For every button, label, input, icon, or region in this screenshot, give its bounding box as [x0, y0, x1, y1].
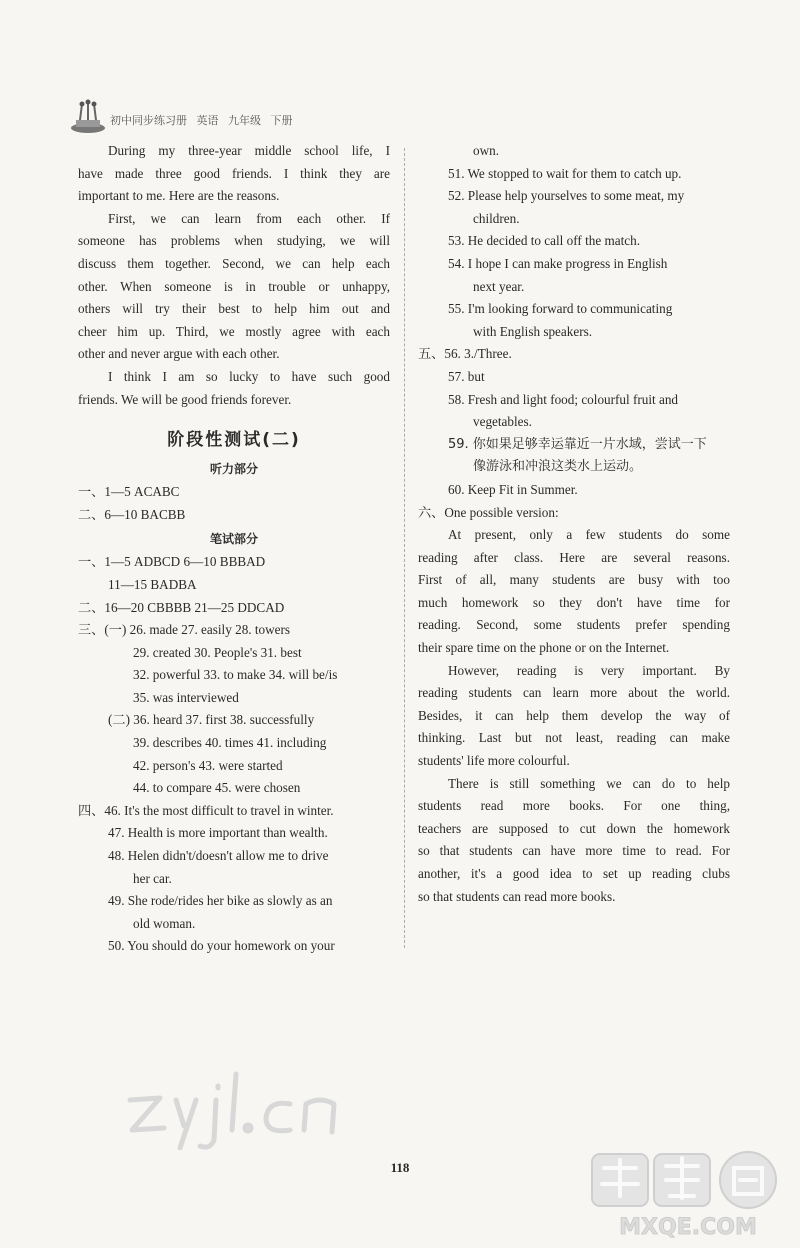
answer-line: 四、46. It's the most difficult to travel in winter.: [78, 802, 334, 818]
essay-line: thinking. Last but not least, reading can make: [418, 730, 730, 746]
answer-line: 51. We stopped to wait for them to catch up.: [448, 165, 682, 181]
essay-line: so that students can read more books.: [418, 888, 616, 904]
essay-line: At present, only a few students do some: [448, 527, 730, 543]
answer-line: 54. I hope I can make progress in English: [448, 255, 668, 271]
page-number: 118: [390, 1160, 410, 1175]
right-column: [418, 140, 730, 908]
essay-line: someone has problems when studying, we will: [78, 233, 390, 249]
answer-line: own.: [473, 143, 500, 158]
answer-line: (二) 36. heard 37. first 38. successfully: [108, 712, 315, 728]
answer-line: 29. created 30. People's 31. best: [133, 644, 302, 660]
answer-line: next year.: [473, 278, 525, 294]
essay-line: During my three-year middle school life, I: [108, 143, 390, 158]
essay-line: I think I am so lucky to have such good: [108, 368, 390, 384]
essay-line: However, reading is very important. By: [448, 662, 730, 678]
handwritten-watermark: [120, 1060, 360, 1150]
essay-line: There is still something we can do to help: [448, 775, 730, 791]
answer-line: 59. 你如果足够幸运靠近一片水域，尝试一下: [448, 436, 707, 452]
written-title: 笔试部分: [209, 532, 258, 547]
answer-line: 35. was interviewed: [133, 689, 239, 705]
page-header: [70, 98, 370, 138]
essay-line: First, we can learn from each other. If: [108, 210, 390, 226]
essay-line: teachers are supposed to cut down the homework: [418, 820, 730, 836]
answer-line: 二、6—10 BACBB: [78, 506, 186, 522]
essay-line: reading after class. Here are several reasons.: [418, 549, 730, 565]
essay-line: students' life more colourful.: [418, 753, 570, 769]
answer-line: 44. to compare 45. were chosen: [133, 780, 301, 796]
essay-line: reading. Second, some students prefer spending: [418, 617, 730, 633]
answer-line: her car.: [133, 870, 172, 886]
answer-line: 52. Please help yourselves to some meat, my: [448, 188, 685, 204]
book-logo-icon: [70, 98, 106, 134]
answer-line: 三、(一) 26. made 27. easily 28. towers: [78, 622, 291, 638]
answer-line: 42. person's 43. were started: [133, 757, 283, 773]
answer-line: 像游泳和冲浪这类水上运动。: [473, 459, 643, 475]
answer-line: children.: [473, 210, 520, 226]
essay-line: another, it's a good idea to set up reading clubs: [418, 866, 730, 881]
essay-line: cheer him up. Third, we mostly agree with each: [78, 323, 390, 339]
section-title: 阶段性测试(二): [167, 430, 301, 451]
answer-line: 48. Helen didn't/doesn't allow me to drive: [108, 848, 329, 864]
essay-line: have made three good friends. I think they are: [78, 165, 390, 181]
answer-line: 五、56. 3./Three.: [418, 346, 512, 362]
answer-line: 50. You should do your homework on your: [108, 938, 335, 954]
answer-line: 55. I'm looking forward to communicating: [448, 301, 673, 317]
answer-line: 39. describes 40. times 41. including: [133, 735, 327, 751]
answer-line: 二、16—20 CBBBB 21—25 DDCAD: [78, 599, 285, 615]
essay-line: discuss them together. Second, we can help each: [78, 255, 390, 271]
svg-text:MXQE.COM: MXQE.COM: [619, 1215, 757, 1240]
site-logo-watermark: [588, 1150, 788, 1242]
answer-line: 11—15 BADBA: [108, 576, 197, 592]
answer-line: old woman.: [133, 915, 196, 931]
essay-line: students read more books. For one thing,: [418, 798, 730, 814]
essay-line: other. When someone is in trouble or unhappy,: [78, 278, 390, 294]
essay-line: friends. We will be good friends forever.: [78, 391, 292, 407]
essay-line: First of all, many students are busy with too: [418, 572, 730, 588]
answer-line: 六、One possible version:: [418, 504, 559, 520]
answer-line: 32. powerful 33. to make 34. will be/is: [133, 667, 338, 683]
answer-line: 57. but: [448, 368, 485, 384]
essay-line: reading students can learn more about the world.: [418, 685, 730, 701]
answer-line: 47. Health is more important than wealth.: [108, 825, 328, 841]
column-divider: [404, 148, 405, 948]
answer-line: 一、1—5 ADBCD 6—10 BBBAD: [78, 554, 266, 570]
answer-line: 49. She rode/rides her bike as slowly as an: [108, 893, 333, 909]
answer-line: 60. Keep Fit in Summer.: [448, 481, 578, 497]
essay-line: Besides, it can help them develop the way of: [418, 707, 730, 723]
answer-line: vegetables.: [473, 414, 532, 430]
answer-line: with English speakers.: [473, 323, 593, 339]
essay-line: important to me. Here are the reasons.: [78, 188, 280, 204]
essay-line: other and never argue with each other.: [78, 346, 280, 362]
essay-line: so that students can have more time to read. For: [418, 843, 730, 859]
essay-line: others will try their best to help him out and: [78, 301, 390, 317]
left-column: [78, 140, 390, 958]
answer-line: 一、1—5 ACABC: [78, 484, 180, 500]
essay-line: their spare time on the phone or on the Internet.: [418, 640, 670, 656]
header-title: 初中同步练习册 英语 九年级 下册: [110, 114, 293, 127]
answer-line: 53. He decided to call off the match.: [448, 233, 641, 249]
essay-line: much homework so they don't have time for: [418, 594, 730, 610]
listening-title: 听力部分: [209, 462, 258, 477]
answer-line: 58. Fresh and light food; colourful fruit and: [448, 391, 679, 407]
